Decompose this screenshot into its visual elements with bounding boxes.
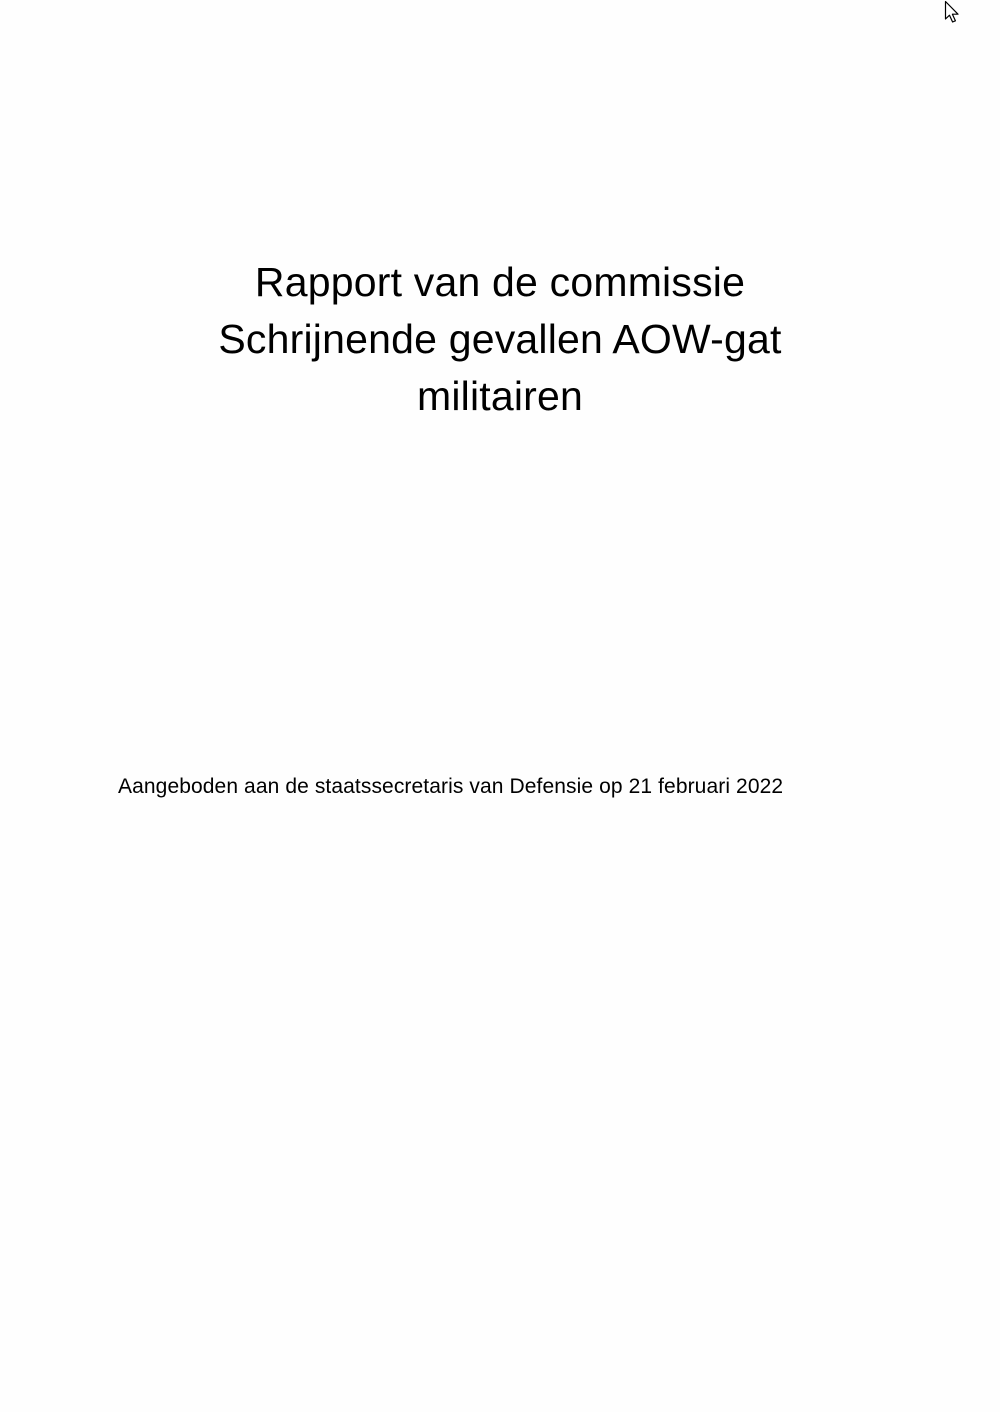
title-line-2: Schrijnende gevallen AOW-gat [218, 316, 782, 362]
mouse-pointer-icon [944, 0, 962, 24]
title-line-1: Rapport van de commissie [254, 259, 746, 305]
document-subtitle: Aangeboden aan de staatssecretaris van Defensie op 21 februari 2022 [118, 775, 784, 798]
document-title [100, 254, 900, 425]
title-line-3: militairen [416, 373, 584, 419]
